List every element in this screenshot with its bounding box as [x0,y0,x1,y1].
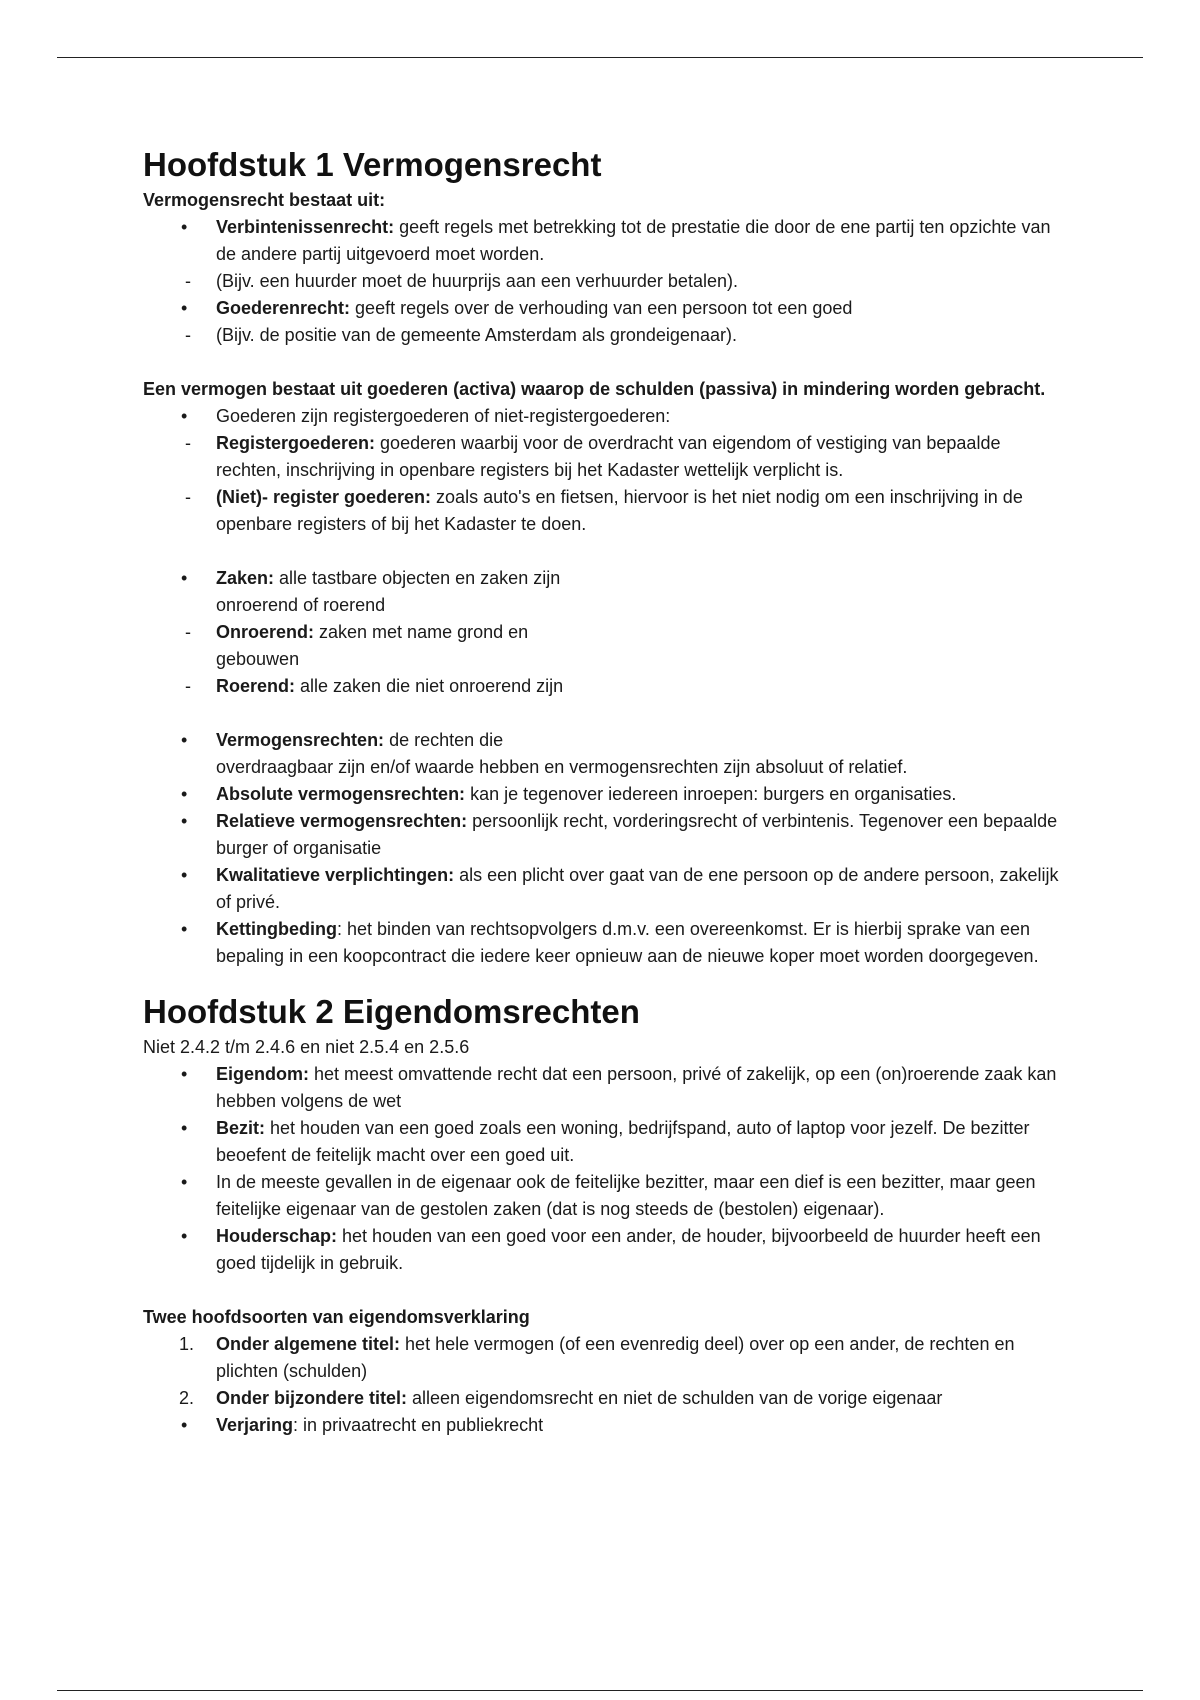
list-item [143,322,1063,349]
bullet-marker: • [181,1118,188,1138]
list-item [143,808,1063,862]
list-item-text: zoals auto's en fietsen, hiervoor is het niet nodig om een inschrijving in de openbare registers of bij het Kadaster te doen. [216,487,1023,534]
list-item-text: : het binden van rechtsopvolgers d.m.v. een overeenkomst. Er is hierbij sprake van een bepaling in een koopcontract die iedere keer opnieuw aan de nieuwe koper moet worden doorgegeven. [216,919,1039,966]
list-item [143,1385,1063,1412]
list-item [143,1169,1063,1223]
chapter-2-list-2 [143,1331,1063,1439]
list-item [143,295,1063,322]
list-item-text: geeft regels over de verhouding van een persoon tot een goed [350,298,853,318]
bullet-marker: • [181,1064,188,1084]
chapter-1-list-3 [143,565,1063,700]
bullet-marker: • [181,1226,188,1246]
footer-rule [57,1690,1143,1691]
list-item-text: alleen eigendomsrecht en niet de schulden van de vorige eigenaar [407,1388,943,1408]
number-marker: 1. [179,1334,195,1354]
list-item [143,619,1063,673]
bullet-marker: • [181,919,188,939]
list-item [143,1331,1063,1385]
dash-marker: - [185,271,191,291]
list-item [143,862,1063,916]
list-item [143,916,1063,970]
list-item-text: goederen waarbij voor de overdracht van eigendom of vestiging van bepaalde rechten, inschrijving in openbare registers bij het Kadaster wettelijk verplicht is. [216,433,1001,480]
list-item-text: (Bijv. de positie van de gemeente Amsterdam als grondeigenaar). [216,325,737,345]
bullet-marker: • [181,1415,188,1435]
bullet-marker: • [181,217,188,237]
list-item-text: zaken met name grond en gebouwen [216,622,529,669]
list-item [143,484,1063,538]
list-item-term: Eigendom: [216,1064,309,1084]
document-body [143,145,1063,1439]
bullet-marker: • [181,865,188,885]
list-item [143,1061,1063,1115]
list-item-term: Vermogensrechten: [216,730,385,750]
list-item-text: het houden van een goed voor een ander, de houder, bijvoorbeeld de huurder heeft een goed tijdelijk in gebruik. [216,1226,1041,1273]
list-item-term: Verbintenissenrecht: [216,217,395,237]
list-item-term: Bezit: [216,1118,265,1138]
list-item [143,1115,1063,1169]
list-item-text: alle zaken die niet onroerend zijn [295,676,564,696]
list-item-text: persoonlijk recht, vorderingsrecht of verbintenis. Tegenover een bepaalde burger of organisatie [216,811,1058,858]
dash-marker: - [185,622,191,642]
chapter-1-statement: Een vermogen bestaat uit goederen (activa) waarop de schulden (passiva) in mindering worden gebracht. [143,379,1046,399]
list-item [143,430,1063,484]
list-item-term: Onder bijzondere titel: [216,1388,408,1408]
list-item-term: Onroerend: [216,622,315,642]
list-item-term: Kwalitatieve verplichtingen: [216,865,455,885]
list-item-text: geeft regels met betrekking tot de prestatie die door de ene partij ten opzichte van de andere partij uitgevoerd moet worden. [216,217,1051,264]
list-item [143,1223,1063,1277]
list-item-term: (Niet)- register goederen: [216,487,432,507]
chapter-2-title: Hoofdstuk 2 Eigendomsrechten [143,993,640,1030]
bullet-marker: • [181,730,188,750]
header-rule [57,57,1143,58]
list-item-text: (Bijv. een huurder moet de huurprijs aan een verhuurder betalen). [216,271,738,291]
list-item-text: alle tastbare objecten en zaken zijn onroerend of roerend [216,568,561,615]
list-item [143,403,1063,430]
list-item-term: Houderschap: [216,1226,338,1246]
list-item-text: kan je tegenover iedereen inroepen: burgers en organisaties. [465,784,957,804]
bullet-marker: • [181,406,188,426]
list-item-text: als een plicht over gaat van de ene persoon op de andere persoon, zakelijk of privé. [216,865,1059,912]
list-item-term: Verjaring [216,1415,294,1435]
dash-marker: - [185,325,191,345]
list-item-term: Kettingbeding [216,919,337,939]
list-item [143,268,1063,295]
list-item-term: Relatieve vermogensrechten: [216,811,468,831]
dash-marker: - [185,676,191,696]
list-item-text: In de meeste gevallen in de eigenaar ook de feitelijke bezitter, maar een dief is een bezitter, maar geen feitelijke eigenaar van de gestolen zaken (dat is nog steeds de (bestolen) eigenaar). [216,1172,1036,1219]
bullet-marker: • [181,1172,188,1192]
list-item [143,214,1063,268]
chapter-2-list-1 [143,1061,1063,1277]
list-item [143,727,1063,781]
list-item [143,781,1063,808]
list-item-term: Goederenrecht: [216,298,351,318]
bullet-marker: • [181,298,188,318]
chapter-1-intro: Vermogensrecht bestaat uit: [143,190,386,210]
list-item-text: het meest omvattende recht dat een persoon, privé of zakelijk, op een (on)roerende zaak kan hebben volgens de wet [216,1064,1057,1111]
chapter-2-subtitle: Twee hoofdsoorten van eigendomsverklaring [143,1307,530,1327]
list-item [143,673,1063,700]
number-marker: 2. [179,1388,195,1408]
chapter-1-title: Hoofdstuk 1 Vermogensrecht [143,146,602,183]
list-item-text: de rechten die [384,730,504,750]
list-item-term: Zaken: [216,568,275,588]
list-item-term: Roerend: [216,676,296,696]
dash-marker: - [185,487,191,507]
list-item-term: Absolute vermogensrechten: [216,784,466,804]
dash-marker: - [185,433,191,453]
list-item [143,565,1063,619]
list-item-text: : in privaatrecht en publiekrecht [293,1415,544,1435]
list-item-text-continued: overdraagbaar zijn en/of waarde hebben en vermogensrechten zijn absoluut of relatief. [216,757,908,777]
bullet-marker: • [181,811,188,831]
chapter-1-list-2 [143,403,1063,538]
list-item-term: Registergoederen: [216,433,376,453]
list-item-text: Goederen zijn registergoederen of niet-registergoederen: [216,406,671,426]
list-item [143,1412,1063,1439]
bullet-marker: • [181,568,188,588]
list-item-text: het houden van een goed zoals een woning, bedrijfspand, auto of laptop voor jezelf. De bezitter beoefent de feitelijk macht over een goed uit. [216,1118,1030,1165]
list-item-text: het hele vermogen (of een evenredig deel) over op een ander, de rechten en plichten (schulden) [216,1334,1015,1381]
chapter-2-note: Niet 2.4.2 t/m 2.4.6 en niet 2.5.4 en 2.5.6 [143,1037,470,1057]
chapter-1-list-1 [143,214,1063,349]
chapter-1-list-4 [143,727,1063,970]
list-item-term: Onder algemene titel: [216,1334,401,1354]
bullet-marker: • [181,784,188,804]
